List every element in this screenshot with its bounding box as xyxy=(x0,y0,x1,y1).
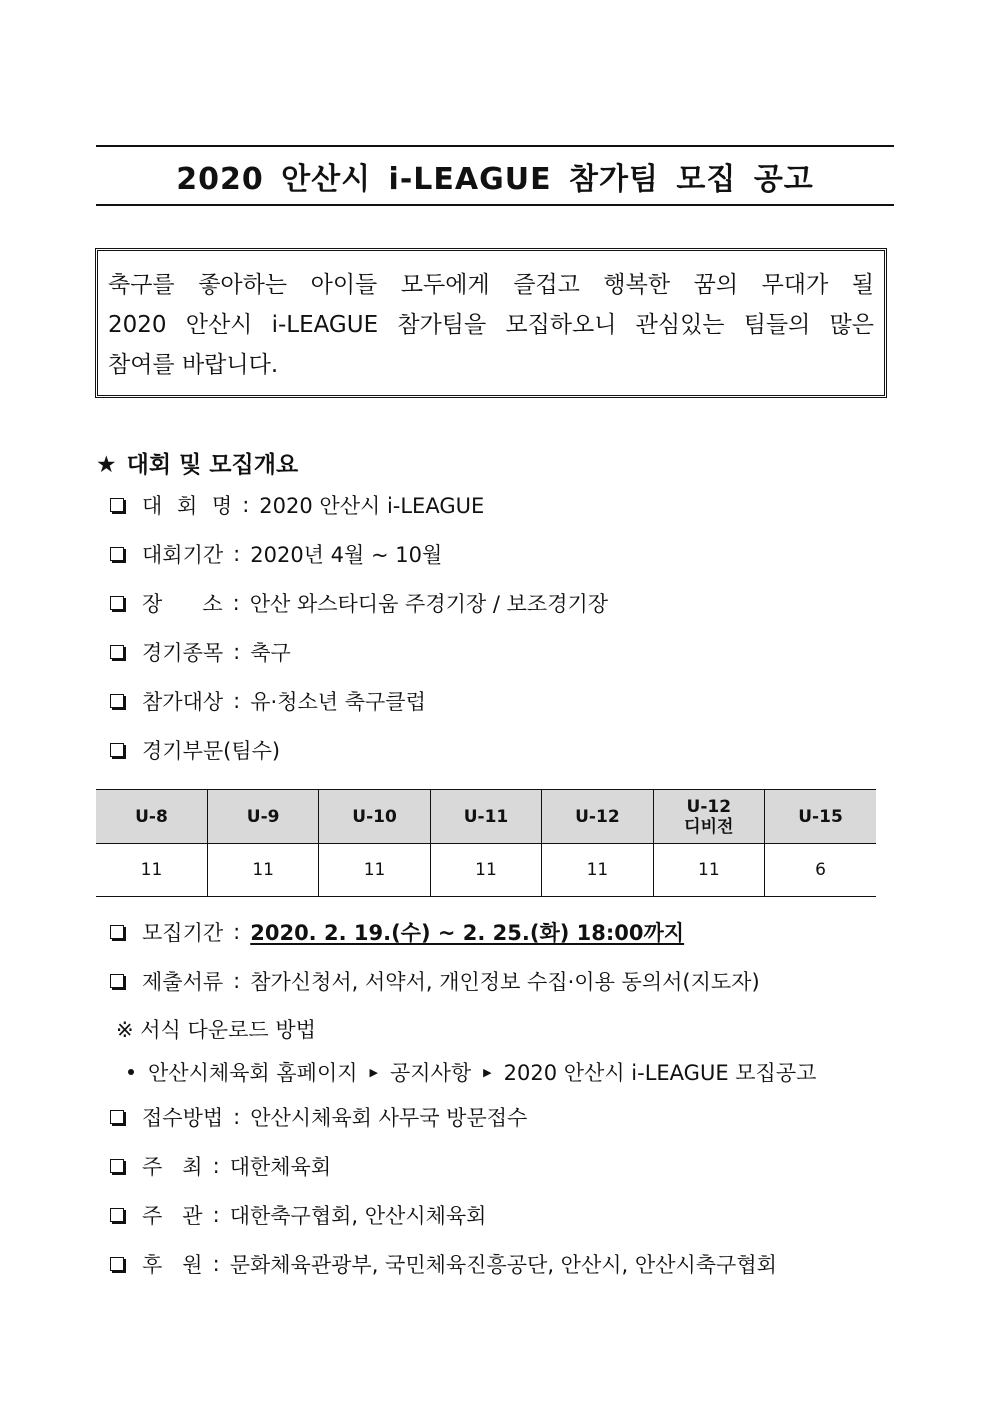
checkbox-square-icon xyxy=(110,547,124,561)
checkbox-square-icon xyxy=(110,498,124,512)
download-note: ※ 서식 다운로드 방법 xyxy=(116,1018,316,1042)
item-value: 2020. 2. 19.(수) ~ 2. 25.(화) 18:00까지 xyxy=(250,921,685,945)
item-label: 대 회 명 xyxy=(142,494,233,518)
item-label: 제출서류 xyxy=(142,970,224,994)
item-event xyxy=(108,637,291,667)
item-separator: : xyxy=(212,1154,220,1178)
section-heading xyxy=(96,446,298,479)
section-heading-text: 대회 및 모집개요 xyxy=(126,452,299,478)
item-separator: : xyxy=(233,969,241,993)
item-separator: : xyxy=(232,591,240,615)
item-separator: : xyxy=(212,1203,220,1227)
download-path-step: 공지사항 xyxy=(390,1061,472,1085)
table-header-cell-division xyxy=(653,790,764,844)
item-documents xyxy=(108,966,760,996)
item-value: 대한체육회 xyxy=(229,1155,332,1179)
item-value: 유·청소년 축구클럽 xyxy=(250,690,426,714)
item-label: 장 소 xyxy=(142,592,223,616)
intro-box xyxy=(95,248,887,398)
table-header-cell: U-9 xyxy=(207,790,318,844)
table-header-cell: U-8 xyxy=(96,790,207,844)
item-separator: : xyxy=(242,493,250,517)
table-cell: 11 xyxy=(96,844,207,897)
item-method xyxy=(108,1102,527,1132)
item-venue xyxy=(108,588,608,618)
checkbox-square-icon xyxy=(110,1208,124,1222)
table-cell: 6 xyxy=(765,844,876,897)
download-path-step: 안산시체육회 홈페이지 xyxy=(148,1061,358,1085)
checkbox-square-icon xyxy=(110,925,124,939)
item-value: 안산시체육회 사무국 방문접수 xyxy=(250,1106,528,1130)
item-organizer xyxy=(108,1200,486,1230)
item-target xyxy=(108,686,426,716)
item-label: 대회기간 xyxy=(142,543,224,567)
triangle-right-icon: ▶ xyxy=(369,1065,379,1079)
download-path xyxy=(128,1057,816,1087)
item-value: 참가신청서, 서약서, 개인정보 수집·이용 동의서(지도자) xyxy=(250,970,760,994)
item-separator: : xyxy=(233,640,241,664)
division-table xyxy=(96,789,876,897)
item-competition-name xyxy=(108,490,484,520)
table-header-text: U-12 xyxy=(686,796,732,817)
table-row xyxy=(96,844,876,897)
table-header-cell: U-10 xyxy=(319,790,430,844)
item-label: 주 최 xyxy=(142,1155,203,1179)
page-title: 2020 안산시 i-LEAGUE 참가팀 모집 공고 xyxy=(176,161,814,197)
table-header-cell: U-12 xyxy=(542,790,653,844)
checkbox-square-icon xyxy=(110,974,124,988)
triangle-right-icon: ▶ xyxy=(483,1065,492,1079)
title-bar xyxy=(96,145,894,206)
checkbox-square-icon xyxy=(110,645,124,659)
table-cell: 11 xyxy=(542,844,653,897)
item-value: 2020년 4월 ~ 10월 xyxy=(250,543,443,567)
download-path-step: 2020 안산시 i-LEAGUE 모집공고 xyxy=(503,1061,817,1085)
table-cell: 11 xyxy=(653,844,764,897)
checkbox-square-icon xyxy=(110,1110,124,1124)
item-label: 접수방법 xyxy=(142,1106,224,1130)
item-label: 경기종목 xyxy=(142,641,224,665)
table-header-row xyxy=(96,790,876,844)
checkbox-square-icon xyxy=(110,1159,124,1173)
item-separator: : xyxy=(212,1252,220,1276)
item-label: 주 관 xyxy=(142,1204,203,1228)
checkbox-square-icon xyxy=(110,1257,124,1271)
table-cell: 11 xyxy=(430,844,541,897)
table-header-cell: U-15 xyxy=(765,790,876,844)
item-separator: : xyxy=(233,1105,241,1129)
item-host xyxy=(108,1151,331,1181)
item-label: 참가대상 xyxy=(142,690,224,714)
checkbox-square-icon xyxy=(110,694,124,708)
table-cell: 11 xyxy=(319,844,430,897)
checkbox-square-icon xyxy=(110,596,124,610)
bullet-icon xyxy=(128,1069,134,1075)
item-division xyxy=(108,735,280,765)
item-value: 축구 xyxy=(250,641,291,665)
item-recruit-period xyxy=(108,917,684,947)
item-sponsor xyxy=(108,1249,777,1279)
intro-line-3: 참여를 바랍니다. xyxy=(108,352,279,378)
item-separator: : xyxy=(233,542,241,566)
item-label: 경기부문(팀수) xyxy=(142,739,281,763)
table-header-cell: U-11 xyxy=(430,790,541,844)
checkbox-square-icon xyxy=(110,743,124,757)
intro-line-2: 2020 안산시 i-LEAGUE 참가팀을 모집하오니 관심있는 팀들의 많은 xyxy=(108,312,874,338)
star-icon: ★ xyxy=(96,452,117,478)
item-value: 대한축구협회, 안산시체육회 xyxy=(229,1204,487,1228)
intro-line-1: 축구를 좋아하는 아이들 모두에게 즐겁고 행복한 꿈의 무대가 될 xyxy=(108,272,874,298)
item-competition-period xyxy=(108,539,442,569)
item-value: 문화체육관광부, 국민체육진흥공단, 안산시, 안산시축구협회 xyxy=(229,1253,777,1277)
item-value: 2020 안산시 i-LEAGUE xyxy=(259,494,485,518)
item-value: 안산 와스타디움 주경기장 / 보조경기장 xyxy=(249,592,609,616)
table-cell: 11 xyxy=(207,844,318,897)
item-label: 후 원 xyxy=(142,1253,203,1277)
item-label: 모집기간 xyxy=(142,921,224,945)
item-separator: : xyxy=(233,920,241,944)
item-separator: : xyxy=(233,689,241,713)
table-header-subtext: 디비전 xyxy=(684,816,734,837)
